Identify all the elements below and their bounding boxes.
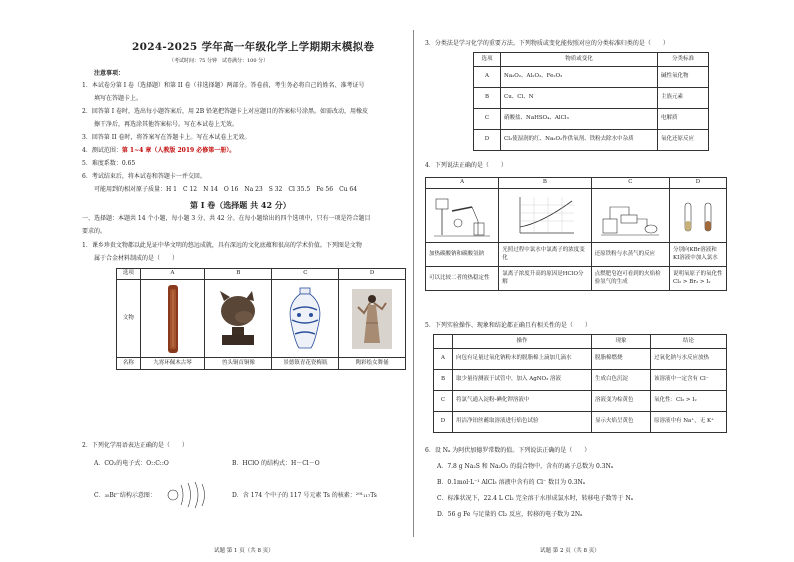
q5-cell: 取少量待测液于试管中，加入 AgNO₃ 溶液 (453, 370, 592, 391)
line-graph-icon (502, 193, 587, 239)
q3-table (473, 52, 709, 151)
q3-header: 分类标准 (658, 53, 709, 67)
q6-stem: 6．设 Nₐ 为阿伏加德罗常数的值。下列说法正确的是（ ） (425, 447, 591, 454)
bronze-head-icon (208, 289, 268, 349)
q5-cell: 生成白色沉淀 (592, 370, 651, 391)
q3-cell: 电解质 (658, 109, 709, 130)
q1-stem: 属于合金材料制成的是（ ） (94, 255, 179, 262)
q3-cell: 主族元素 (658, 88, 709, 109)
q5-cell: 原溶液中有 Na⁺，无 K⁺ (651, 412, 727, 433)
q5-cell: 用洁净铂丝蘸取溶液进行焰色试验 (453, 412, 592, 433)
q4-cell: 说明氧原子的氧化性 Cl₂ > Br₂ > I₂ (670, 267, 727, 291)
q2-option-a: A．CO₂的电子式：O::C::O (94, 460, 169, 467)
section-intro: 一、选择题：本题共 14 个小题，每小题 3 分，共 42 分。在每小题给出的四个选项中，只有一项是符合题目 (82, 215, 371, 222)
q4-cell: 可以比较二者的热稳定性 (426, 267, 499, 291)
page-footer-right: 试题 第 2 页（共 8 页） (540, 548, 600, 554)
q5-header: 操作 (453, 335, 592, 349)
q5-cell: 脱脂棉燃烧 (592, 349, 651, 370)
q4-cell: 分别向KBr溶液和KI溶液中加入氯水 (670, 243, 727, 267)
lab-apparatus-icon (429, 193, 495, 239)
q6-option-b: B．0.1mol·L⁻¹ AlCl₃ 溶液中含有的 Cl⁻ 数目为 0.3Nₐ (437, 479, 586, 486)
right-column (425, 0, 725, 562)
q3-stem: 3．分类法是学习化学的重要方法。下列物质或变化能按照对应的分类标准归类的是（ ） (425, 40, 669, 47)
q4-header: D (670, 178, 727, 189)
q6-option-d: D．56 g Fe 与足量的 Cl₂ 反应，转移的电子数为 2Nₐ (437, 511, 583, 518)
q1-stem: 1．课乡珍贵文物都以此见证中华文明的悠远成就，具有深远的文化底蕴和很高的学术价值。下列图是文物 (82, 242, 362, 249)
q1-row-label: 文物 (117, 280, 141, 358)
q4-header: C (591, 178, 669, 189)
scope-label: 4．测试范围： (82, 147, 122, 154)
note-line: 5．难度系数：0.65 (82, 160, 136, 167)
page-footer-left: 试题 第 1 页（共 8 页） (214, 548, 274, 554)
q5-header: 现象 (592, 335, 651, 349)
q3-option: D (474, 130, 501, 151)
q4-header: A (426, 178, 499, 189)
q1-name: 景德镇青花瓷梅瓶 (272, 358, 339, 370)
note-line: 1．本试卷分第 I 卷（选择题）和第 II 卷（非选择题）两部分。答卷前，考生务必将自己的姓名、准考证号 (82, 82, 365, 89)
scope-value: 第 1~4 章（人教版 2019 必修第一册）。 (121, 147, 236, 154)
section-heading: 第 I 卷（选择题 共 42 分） (190, 200, 291, 210)
q5-table (433, 334, 727, 433)
atom-structure-icon (167, 480, 207, 510)
q6-option-a: A．7.8 g Na₂S 和 Na₂O₂ 的混合物中，含有的离子总数为 0.3Nₐ (437, 463, 614, 470)
q3-cell: 硝酸盐、NaHSO₄、AlCl₃ (501, 109, 658, 130)
q1-header: 选项 (117, 269, 141, 280)
note-line: 擦干净后，再选涂其他答案标号。写在本试卷上无效。 (94, 121, 239, 128)
q3-cell: 氧化还原反应 (658, 130, 709, 151)
note-line: 3．回答第 II 卷时，将答案写在答题卡上。写在本试卷上无效。 (82, 134, 251, 141)
q1-header: C (272, 269, 339, 280)
reaction-setup-icon (595, 193, 666, 239)
q5-cell: 该溶液中一定含有 Cl⁻ (651, 370, 727, 391)
q5-cell: 显示火焰呈黄色 (592, 412, 651, 433)
q4-table (425, 177, 727, 291)
q2-option-d: D．含 174 个中子的 117 号元素 Ts 的核素：²⁹¹₁₁₇Ts (232, 492, 377, 499)
q3-option: C (474, 109, 501, 130)
test-tubes-icon (673, 193, 723, 239)
q1-row-label: 名称 (117, 358, 141, 370)
q1-header: A (140, 269, 205, 280)
q4-cell: 氯离子浓度升高的原因是HClO分解 (499, 267, 591, 291)
q5-header (434, 335, 453, 349)
q3-cell: Na₂O₂、Al₂O₃、Fe₂O₃ (501, 67, 658, 88)
q5-cell: 向包有足量过氧化钠粉末的脱脂棉上滴加几滴水 (453, 349, 592, 370)
q5-cell: 过氧化钠与水反应放热 (651, 349, 727, 370)
q3-option: A (474, 67, 501, 88)
q2-option-c: C．₃₅Br⁻结构示意图： (94, 492, 156, 499)
paper-title: 2024-2025 学年高一年级化学上学期期末模拟卷 (132, 41, 375, 53)
q5-option: C (434, 391, 453, 412)
q4-cell: 还原铁粉与水蒸气的反应 (591, 243, 669, 267)
q2-stem: 2．下列化学用语表达正确的是（ ） (82, 442, 188, 449)
q5-header: 结论 (651, 335, 727, 349)
q5-option: A (434, 349, 453, 370)
note-scope (82, 147, 235, 155)
q4-cell: 光照过程中氯水中氯离子的浓度变化 (499, 243, 591, 267)
notes-heading: 注意事项： (94, 70, 125, 77)
q3-cell: 碱性氧化物 (658, 67, 709, 88)
q3-header: 选项 (474, 53, 501, 67)
q1-table (116, 268, 406, 370)
q1-header: B (205, 269, 272, 280)
q5-cell: 氧化性：Cl₂ > I₂ (651, 391, 727, 412)
q5-option: D (434, 412, 453, 433)
q2-option-b: B．HClO 的结构式：H－Cl－O (232, 460, 320, 467)
guqin-icon (144, 283, 202, 355)
q5-option: B (434, 370, 453, 391)
section-intro: 要求的。 (82, 228, 107, 235)
note-line: 6．考试结束后，将本试卷和答题卡一并交回。 (82, 173, 206, 180)
q3-header: 物质或变化 (501, 53, 658, 67)
q4-cell: 加热碳酸钠和碳酸氢钠 (426, 243, 499, 267)
exam-info: （考试时间：75 分钟 试卷满分：100 分） (169, 58, 269, 64)
dancer-figurine-icon (342, 289, 402, 349)
q3-option: B (474, 88, 501, 109)
q1-name: 兽头铜首铜像 (205, 358, 272, 370)
left-column (72, 0, 410, 562)
q4-stem: 4．下列说法正确的是（ ） (425, 162, 507, 169)
q3-cell: Cu、Cl、N (501, 88, 658, 109)
q3-cell: Cl₂使湿润的红、Na₂O₂作供氧剂、铁粉去除水中杂质 (501, 130, 658, 151)
note-line: 填写在答题卡上。 (94, 95, 143, 102)
q1-header: D (339, 269, 406, 280)
q4-cell: 点燃肥皂泡可看到的火焰检验氢气的生成 (591, 267, 669, 291)
q5-cell: 溶液变为棕黄色 (592, 391, 651, 412)
atomic-masses: 可能用到的相对原子质量：H 1 C 12 N 14 O 16 Na 23 S 32 Cl 35.5 Fe 56 Cu 64 (94, 186, 358, 193)
q1-name: 九霄环佩木古琴 (140, 358, 205, 370)
q1-name: 陶彩绘女舞俑 (339, 358, 406, 370)
column-divider (413, 30, 414, 537)
q6-option-c: C．标准状况下，22.4 L Cl₂ 完全溶于水形成氯水时，转移电子数等于 Nₐ (437, 495, 634, 502)
note-line: 2．回答第 I 卷时，选出每小题答案后，用 2B 铅笔把答题卡上对应题目的答案标号涂黑。如需改动，用橡皮 (82, 108, 369, 115)
q5-cell: 将氯气通入淀粉-碘化钾溶液中 (453, 391, 592, 412)
porcelain-vase-icon (275, 286, 335, 352)
q5-stem: 5．下列实验操作、现象和结论都正确且有相关性的是（ ） (425, 322, 591, 329)
q4-header: B (499, 178, 591, 189)
